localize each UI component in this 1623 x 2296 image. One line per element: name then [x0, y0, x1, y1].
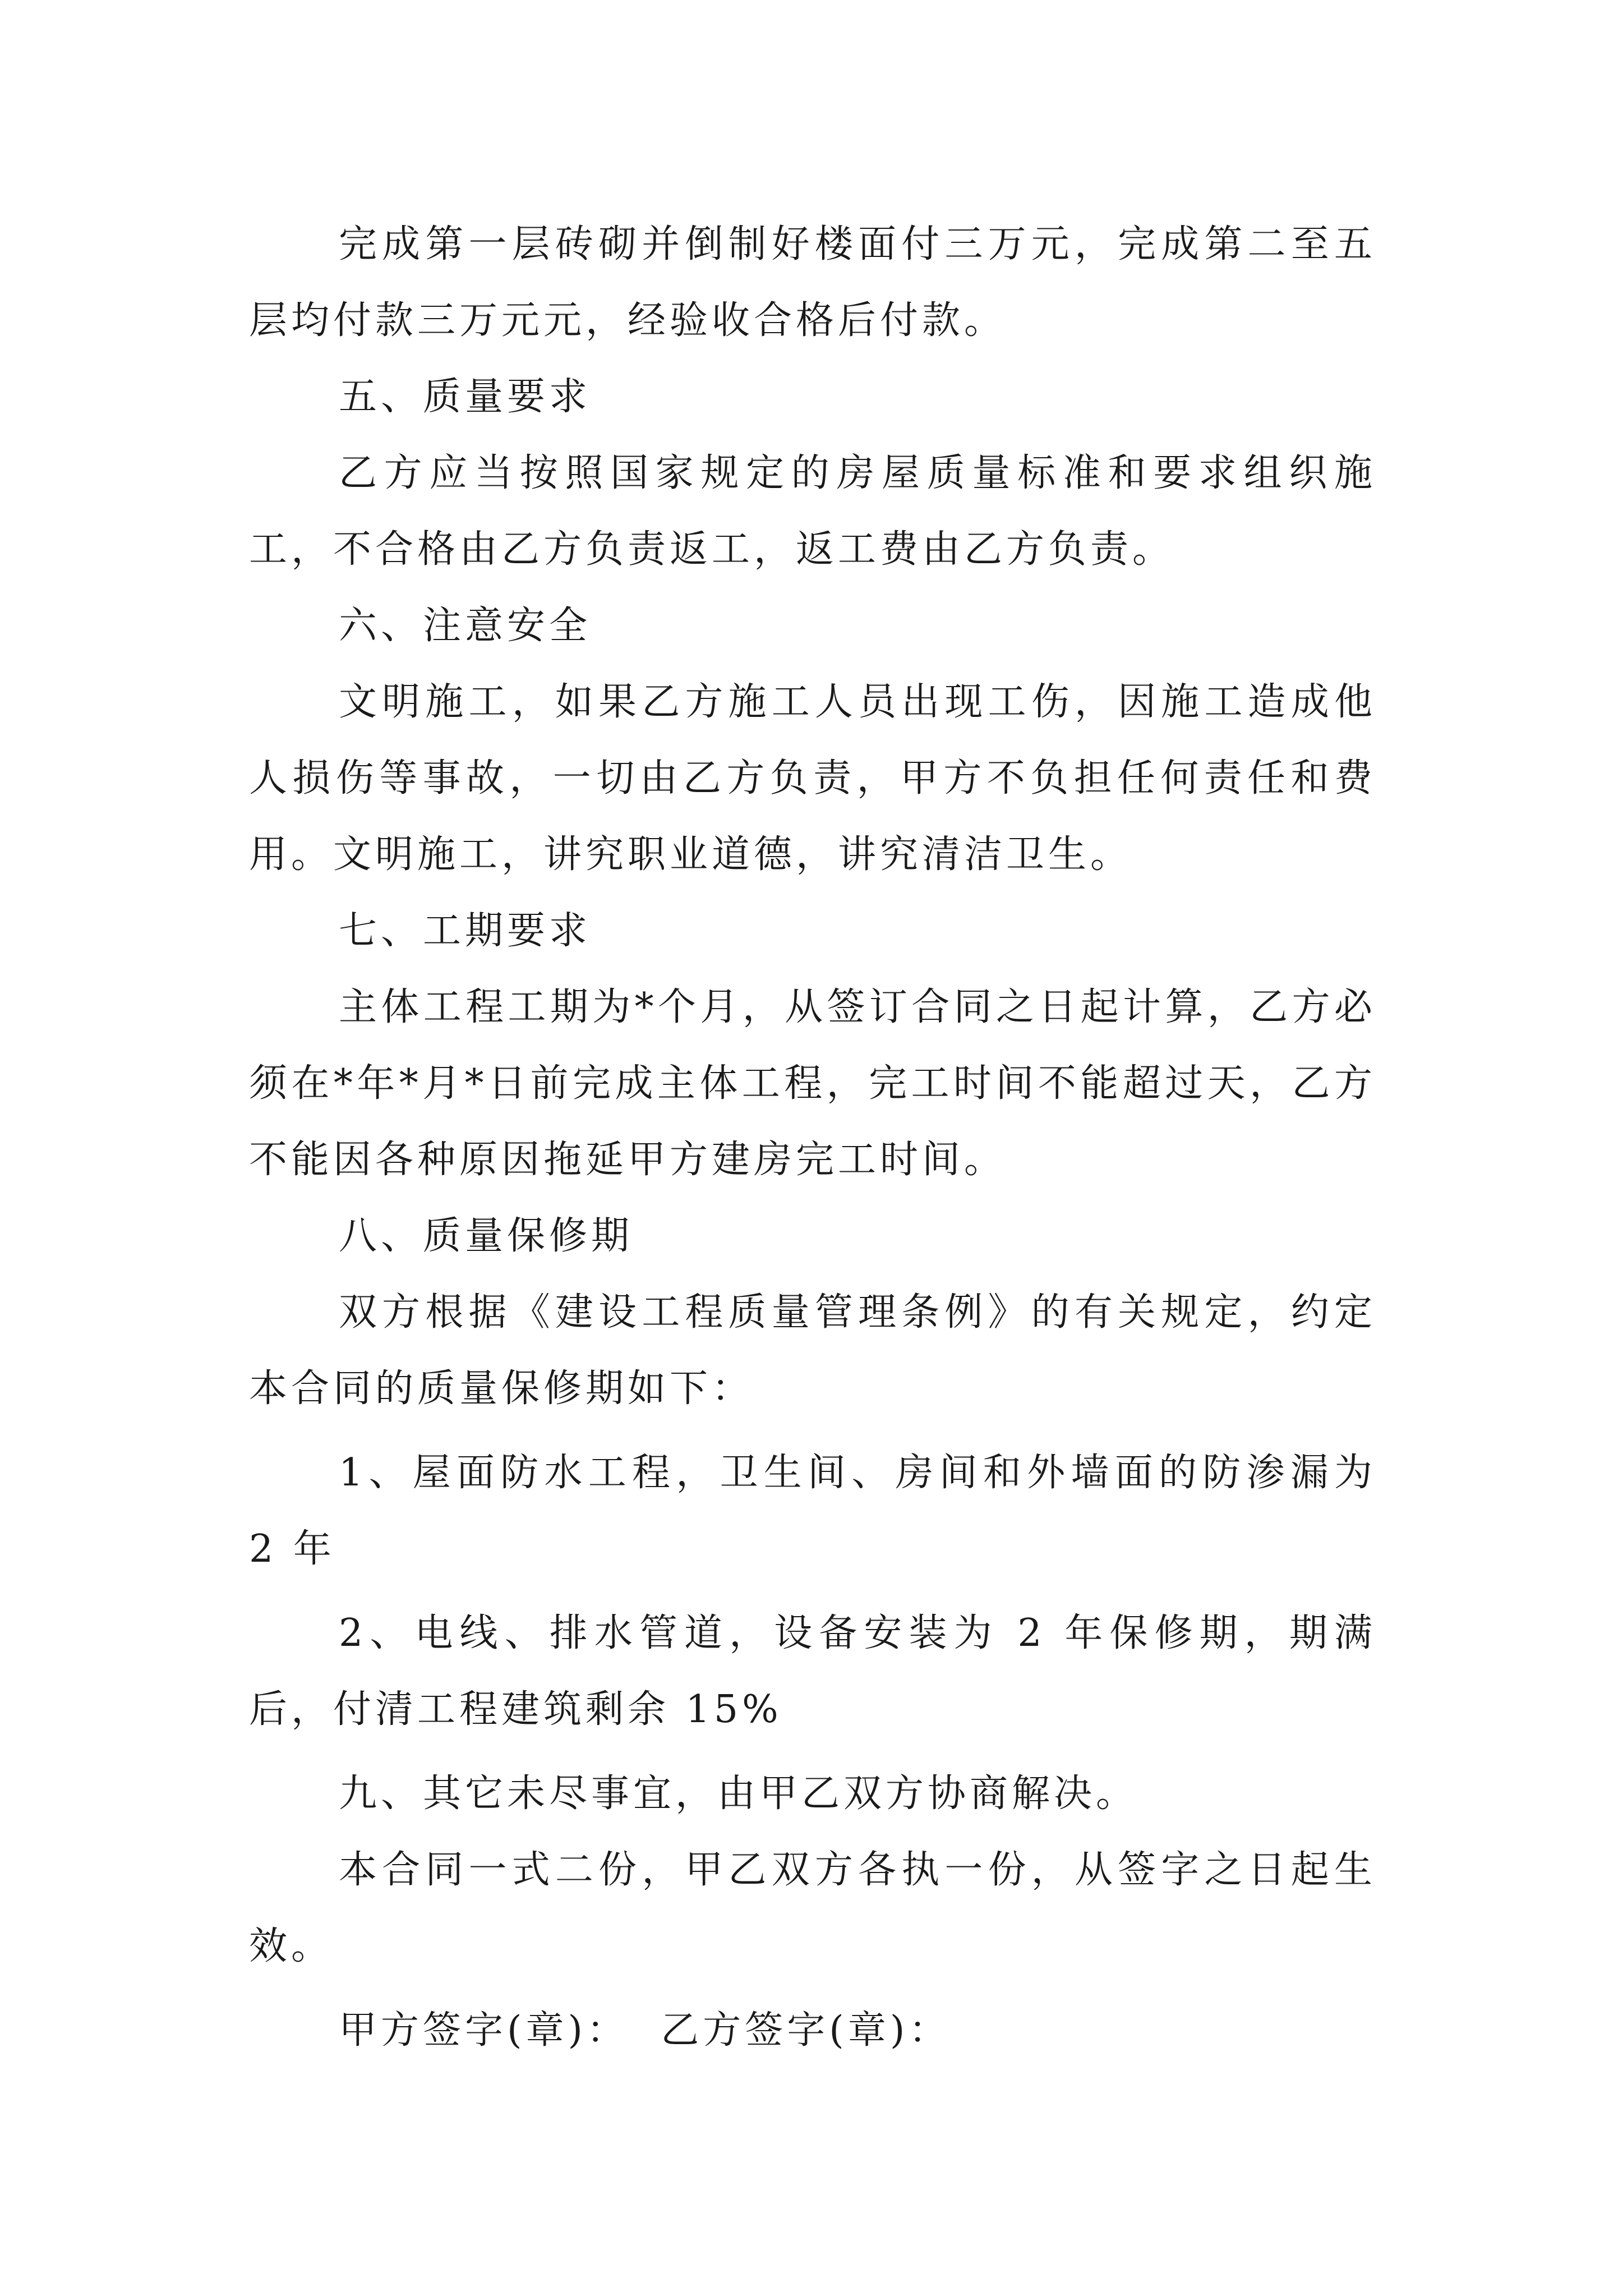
signature-party-a: 甲方签字(章)： — [339, 2008, 629, 2053]
heading-safety: 六、注意安全 — [339, 604, 592, 648]
document-body — [249, 206, 1376, 2069]
heading-schedule: 七、工期要求 — [339, 909, 592, 953]
heading-quality-requirements: 五、质量要求 — [339, 375, 592, 419]
paragraph-safety: 文明施工，如果乙方施工人员出现工伤，因施工造成他人损伤等事故，一切由乙方负责，甲方不负担任何责任和费用。文明施工，讲究职业道德，讲究清洁卫生。 — [249, 680, 1376, 877]
signature-party-b: 乙方签字(章)： — [661, 2008, 951, 2053]
paragraph-quality-requirements: 乙方应当按照国家规定的房屋质量标准和要求组织施工，不合格由乙方负责返工，返工费由乙方负责。 — [249, 451, 1376, 572]
paragraph-other-matters: 九、其它未尽事宜，由甲乙双方协商解决。 — [339, 1772, 1138, 1816]
list-item-warranty-2: 2、电线、排水管道，设备安装为 2 年保修期，期满后，付清工程建筑剩余 15% — [249, 1611, 1376, 1732]
paragraph-payment-schedule: 完成第一层砖砌并倒制好楼面付三万元，完成第二至五层均付款三万元元，经验收合格后付款。 — [249, 222, 1376, 343]
paragraph-schedule: 主体工程工期为*个月，从签订合同之日起计算，乙方必须在*年*月*日前完成主体工程，完工时间不能超过天，乙方不能因各种原因拖延甲方建房完工时间。 — [249, 985, 1376, 1182]
paragraph-copies-effective: 本合同一式二份，甲乙双方各执一份，从签字之日起生效。 — [249, 1848, 1376, 1968]
heading-warranty-period: 八、质量保修期 — [339, 1214, 634, 1258]
list-item-warranty-1: 1、屋面防水工程，卫生间、房间和外墙面的防渗漏为 2 年 — [249, 1451, 1376, 1571]
signature-line — [249, 1993, 1376, 2069]
paragraph-warranty-intro: 双方根据《建设工程质量管理条例》的有关规定，约定本合同的质量保修期如下： — [249, 1290, 1376, 1411]
